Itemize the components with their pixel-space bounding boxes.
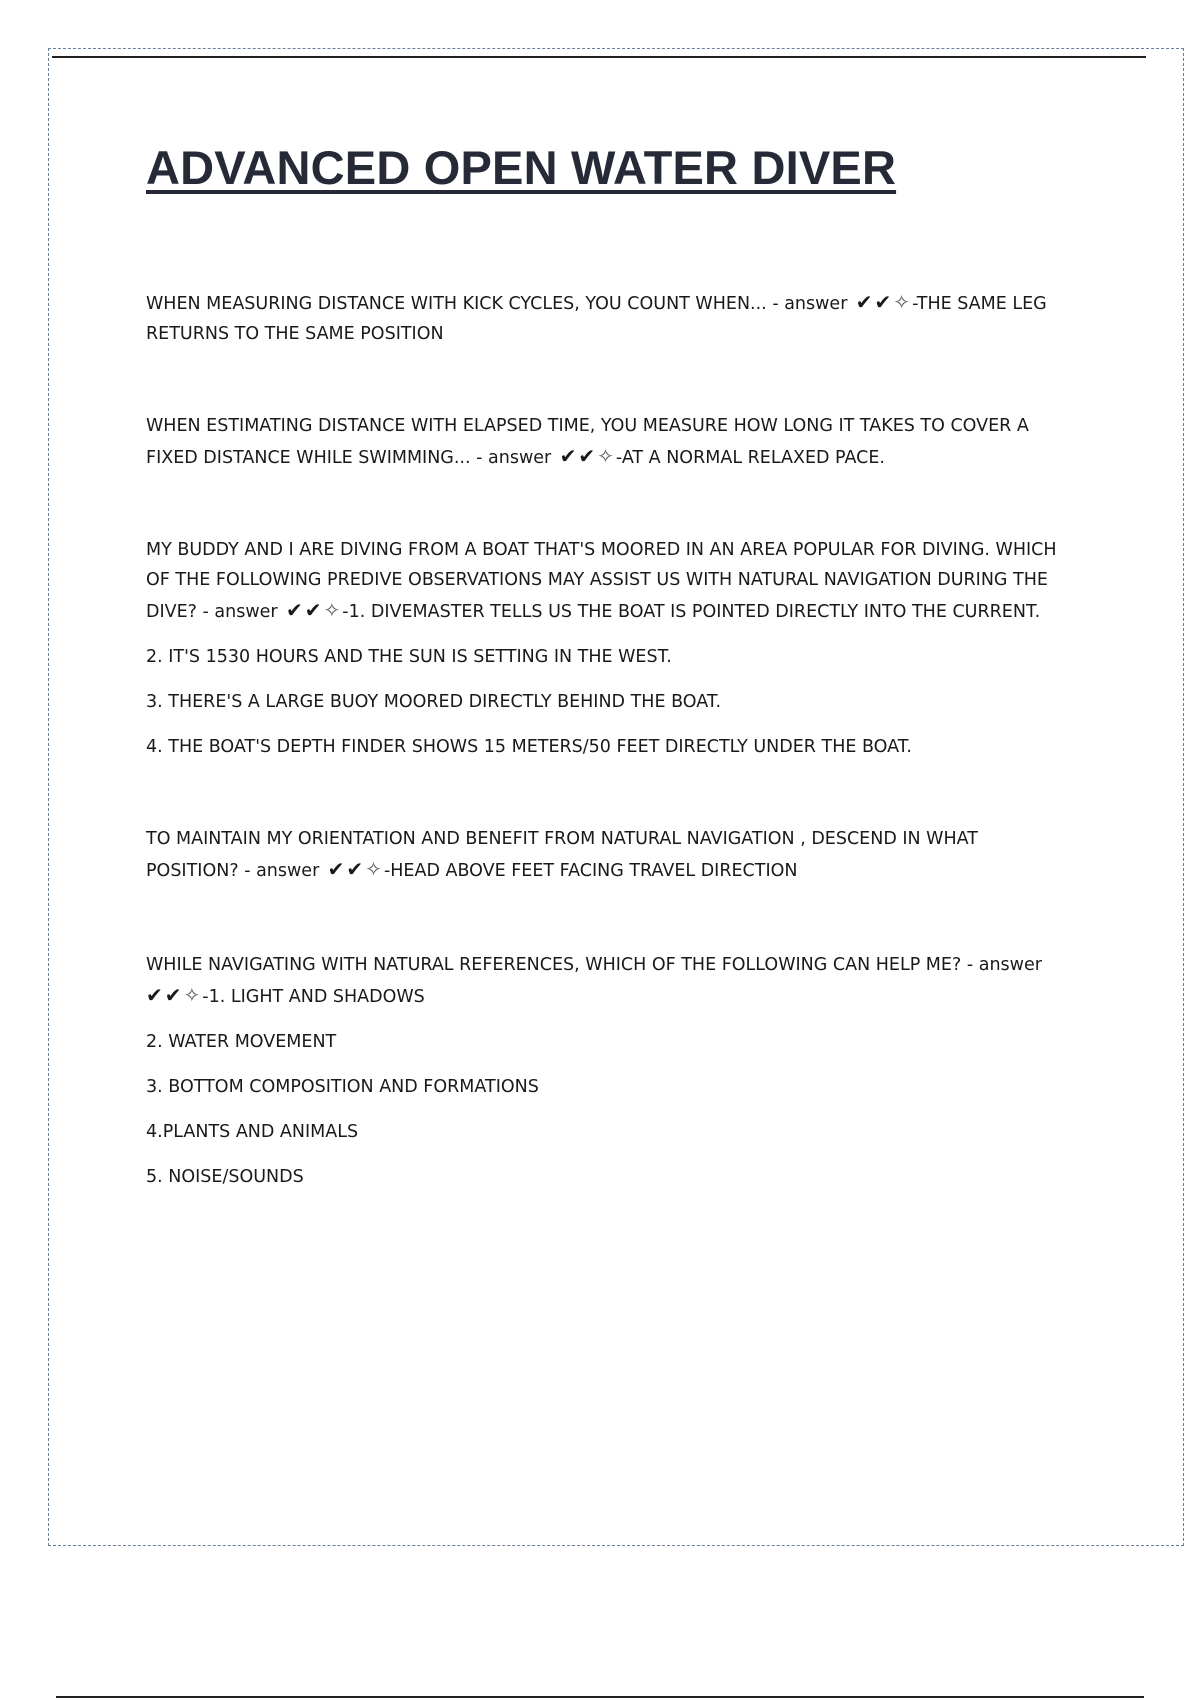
qa-question-line [146, 948, 1076, 1012]
checkmark-icon: ✔ [874, 290, 894, 314]
answer-list-item: 4.PLANTS AND ANIMALS [146, 1122, 359, 1142]
answer-text: -1. LIGHT AND SHADOWS [202, 987, 425, 1007]
question-text: WHILE NAVIGATING WITH NATURAL REFERENCES, WHICH OF THE FOLLOWING CAN HELP ME? [146, 955, 962, 975]
answer-marker: - answer [476, 448, 552, 468]
header-rule [52, 56, 1146, 58]
answer-list-item: 3. THERE'S A LARGE BUOY MOORED DIRECTLY BEHIND THE BOAT. [146, 692, 722, 712]
answer-list-item: 2. WATER MOVEMENT [146, 1032, 337, 1052]
qa-question-line [146, 535, 1076, 627]
answer-list-item: 4. THE BOAT'S DEPTH FINDER SHOWS 15 METERS/50 FEET DIRECTLY UNDER THE BOAT. [146, 737, 912, 757]
qa-question-line [146, 824, 1076, 886]
sparkle-icon: ✧ [183, 983, 203, 1007]
answer-marker: - answer [772, 294, 848, 314]
sparkle-icon: ✧ [365, 857, 384, 881]
answer-text: -AT A NORMAL RELAXED PACE. [615, 448, 885, 468]
sparkle-icon: ✧ [893, 290, 913, 314]
checkmark-icon: ✔ [286, 598, 305, 622]
checkmark-icon: ✔ [146, 983, 165, 1007]
answer-text: -THE SAME LEG RETURNS TO THE SAME POSITION [146, 294, 1047, 344]
qa-question-line [146, 287, 1076, 349]
answer-marks [278, 598, 343, 622]
qa-item [146, 535, 1076, 762]
answer-marker: - answer [244, 861, 320, 881]
checkmark-icon: ✔ [327, 857, 347, 881]
sparkle-icon: ✧ [597, 444, 616, 468]
qa-item [146, 411, 1076, 473]
qa-question-line [146, 411, 1076, 473]
answer-marks [551, 444, 616, 468]
checkmark-icon: ✔ [304, 598, 324, 622]
checkmark-icon: ✔ [164, 983, 184, 1007]
qa-item [146, 824, 1076, 886]
answer-marks [847, 290, 912, 314]
answer-marks [146, 983, 202, 1007]
checkmark-icon: ✔ [578, 444, 598, 468]
question-text: MY BUDDY AND I ARE DIVING FROM A BOAT THAT'S MOORED IN AN AREA POPULAR FOR DIVING. WHICH OF THE FOLLOWING PREDIVE OBSERVATIONS MAY ASSIST US WITH NATURAL NAVIGATION DURING THE DIVE? [146, 540, 1057, 622]
answer-list-item: 2. IT'S 1530 HOURS AND THE SUN IS SETTING IN THE WEST. [146, 647, 672, 667]
question-text: WHEN ESTIMATING DISTANCE WITH ELAPSED TIME, YOU MEASURE HOW LONG IT TAKES TO COVER A FIXED DISTANCE WHILE SWIMMING... [146, 416, 1029, 468]
qa-item [146, 948, 1076, 1192]
checkmark-icon: ✔ [346, 857, 366, 881]
document-title: ADVANCED OPEN WATER DIVER [146, 141, 897, 194]
footer-rule [56, 1696, 1144, 1698]
question-text: WHEN MEASURING DISTANCE WITH KICK CYCLES, YOU COUNT WHEN... [146, 294, 767, 314]
qa-list [146, 287, 1076, 1192]
sparkle-icon: ✧ [323, 598, 343, 622]
qa-item [146, 287, 1076, 349]
answer-marker: - answer [202, 602, 278, 622]
answer-marks [319, 857, 384, 881]
answer-list-item: 3. BOTTOM COMPOSITION AND FORMATIONS [146, 1077, 539, 1097]
answer-list-item: 5. NOISE/SOUNDS [146, 1167, 304, 1187]
document-body [146, 140, 1076, 1254]
answer-text: -HEAD ABOVE FEET FACING TRAVEL DIRECTION [383, 861, 798, 881]
answer-marker: - answer [966, 955, 1042, 975]
answer-text: -1. DIVEMASTER TELLS US THE BOAT IS POINTED DIRECTLY INTO THE CURRENT. [342, 602, 1041, 622]
question-text: TO MAINTAIN MY ORIENTATION AND BENEFIT FROM NATURAL NAVIGATION , DESCEND IN WHAT POSITION? [146, 829, 978, 881]
checkmark-icon: ✔ [855, 290, 875, 314]
checkmark-icon: ✔ [559, 444, 579, 468]
